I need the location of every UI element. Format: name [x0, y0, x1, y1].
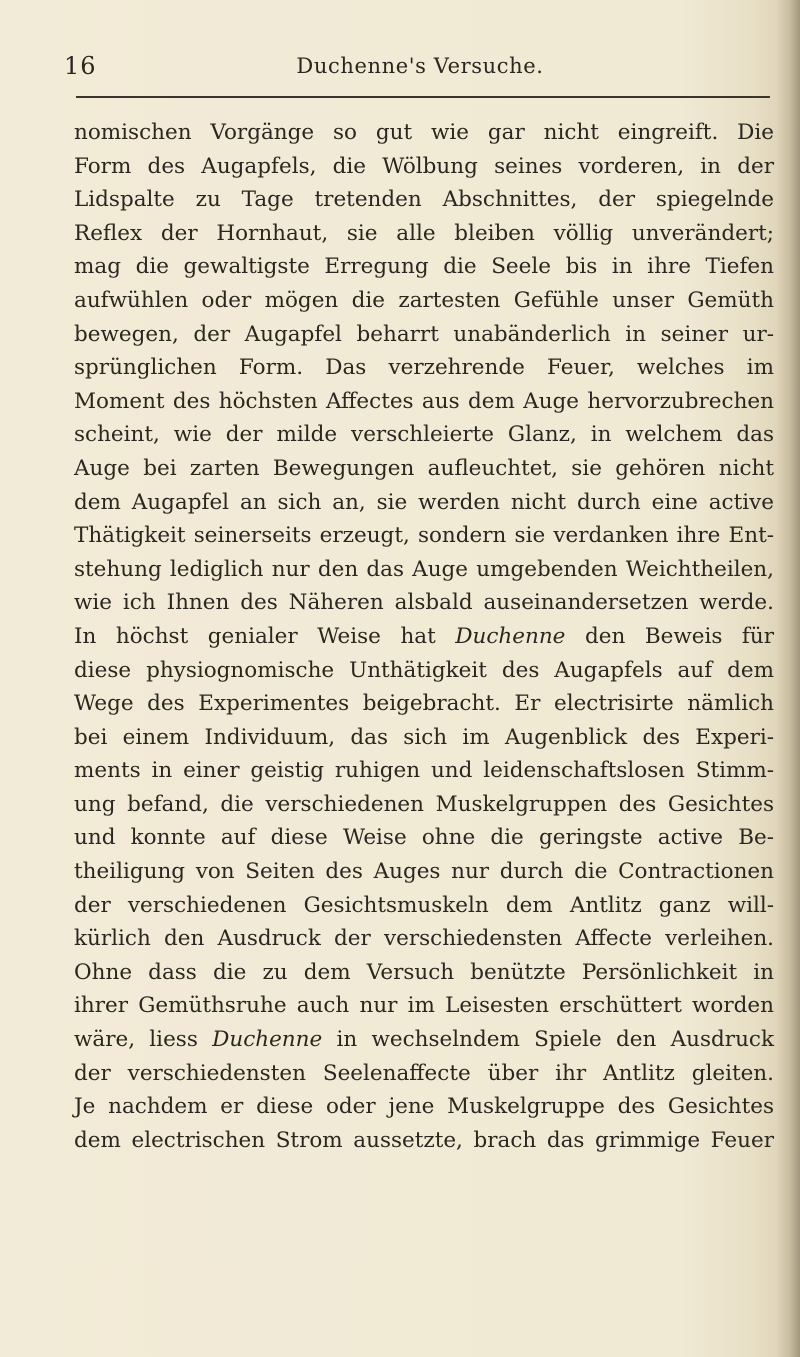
- text-line: Auge bei zarten Bewegungen aufleuchtet, sie gehören nicht: [74, 455, 774, 481]
- text-line: Reflex der Hornhaut, sie alle bleiben völlig unverändert;: [74, 220, 774, 246]
- text-line: und konnte auf diese Weise ohne die geringste active Be-: [74, 825, 774, 851]
- text-line: der verschiedensten Seelenaffecte über ihr Antlitz gleiten.: [74, 1060, 774, 1086]
- text-line: dem electrischen Strom aussetzte, brach das grimmige Feuer: [74, 1127, 774, 1153]
- text-line: ihrer Gemüthsruhe auch nur im Leisesten erschüttert worden: [74, 993, 774, 1019]
- author-name-italic: Duchenne: [212, 1027, 323, 1053]
- text-line: aufwühlen oder mögen die zartesten Gefühle unser Gemüth: [74, 287, 774, 313]
- text-line-with-name: [74, 620, 774, 654]
- text-line: sprünglichen Form. Das verzehrende Feuer, welches im: [74, 355, 774, 381]
- text-line: nomischen Vorgänge so gut wie gar nicht eingreift. Die: [74, 120, 774, 145]
- text-line: ments in einer geistig ruhigen und leidenschaftslosen Stimm-: [74, 758, 774, 784]
- text-line: Wege des Experimentes beigebracht. Er electrisirte nämlich: [74, 691, 774, 717]
- text-line-with-name: [74, 1023, 774, 1057]
- body-text: [74, 116, 774, 1157]
- text-fragment: wäre, liess: [74, 1027, 213, 1053]
- text-line: bei einem Individuum, das sich im Augenblick des Experi-: [74, 724, 774, 750]
- text-line: Thätigkeit seinerseits erzeugt, sondern sie verdanken ihre Ent-: [74, 523, 774, 549]
- text-line: bewegen, der Augapfel beharrt unabänderlich in seiner ur-: [74, 321, 774, 347]
- text-line: scheint, wie der milde verschleierte Glanz, in welchem das: [74, 422, 774, 448]
- page-edge-shadow: [776, 0, 800, 1357]
- text-fragment: In höchst genialer Weise hat: [74, 623, 456, 649]
- text-line: dem Augapfel an sich an, sie werden nicht durch eine active: [74, 489, 774, 515]
- text-line: ung befand, die verschiedenen Muskelgruppen des Gesichtes: [74, 791, 774, 817]
- text-line: wie ich Ihnen des Näheren alsbald auseinandersetzen werde.: [74, 590, 774, 616]
- text-line: Je nachdem er diese oder jene Muskelgruppe des Gesichtes: [74, 1094, 774, 1120]
- text-line: mag die gewaltigste Erregung die Seele bis in ihre Tiefen: [74, 254, 774, 280]
- author-name-italic: Duchenne: [455, 623, 566, 649]
- text-fragment: den Beweis für: [565, 623, 775, 649]
- text-line: Moment des höchsten Affectes aus dem Auge hervorzubrechen: [74, 388, 774, 414]
- text-fragment: in wechselndem Spiele den Ausdruck: [322, 1027, 774, 1053]
- text-line: theiligung von Seiten des Auges nur durch die Contractionen: [74, 859, 774, 885]
- text-line: diese physiognomische Unthätigkeit des Augapfels auf dem: [74, 657, 774, 683]
- text-line: kürlich den Ausdruck der verschiedensten Affecte verleihen.: [74, 926, 774, 952]
- text-line: stehung lediglich nur den das Auge umgebenden Weichtheilen,: [74, 556, 774, 582]
- text-line: der verschiedenen Gesichtsmuskeln dem Antlitz ganz will-: [74, 892, 774, 918]
- text-line: Lidspalte zu Tage tretenden Abschnittes, der spiegelnde: [74, 187, 774, 213]
- page-header: [0, 0, 800, 100]
- running-title: Duchenne's Versuche.: [296, 54, 544, 78]
- page-number: 16: [64, 52, 97, 80]
- text-line: Ohne dass die zu dem Versuch benützte Persönlichkeit in: [74, 959, 774, 985]
- text-line: Form des Augapfels, die Wölbung seines vorderen, in der: [74, 153, 774, 179]
- header-rule: [76, 96, 770, 98]
